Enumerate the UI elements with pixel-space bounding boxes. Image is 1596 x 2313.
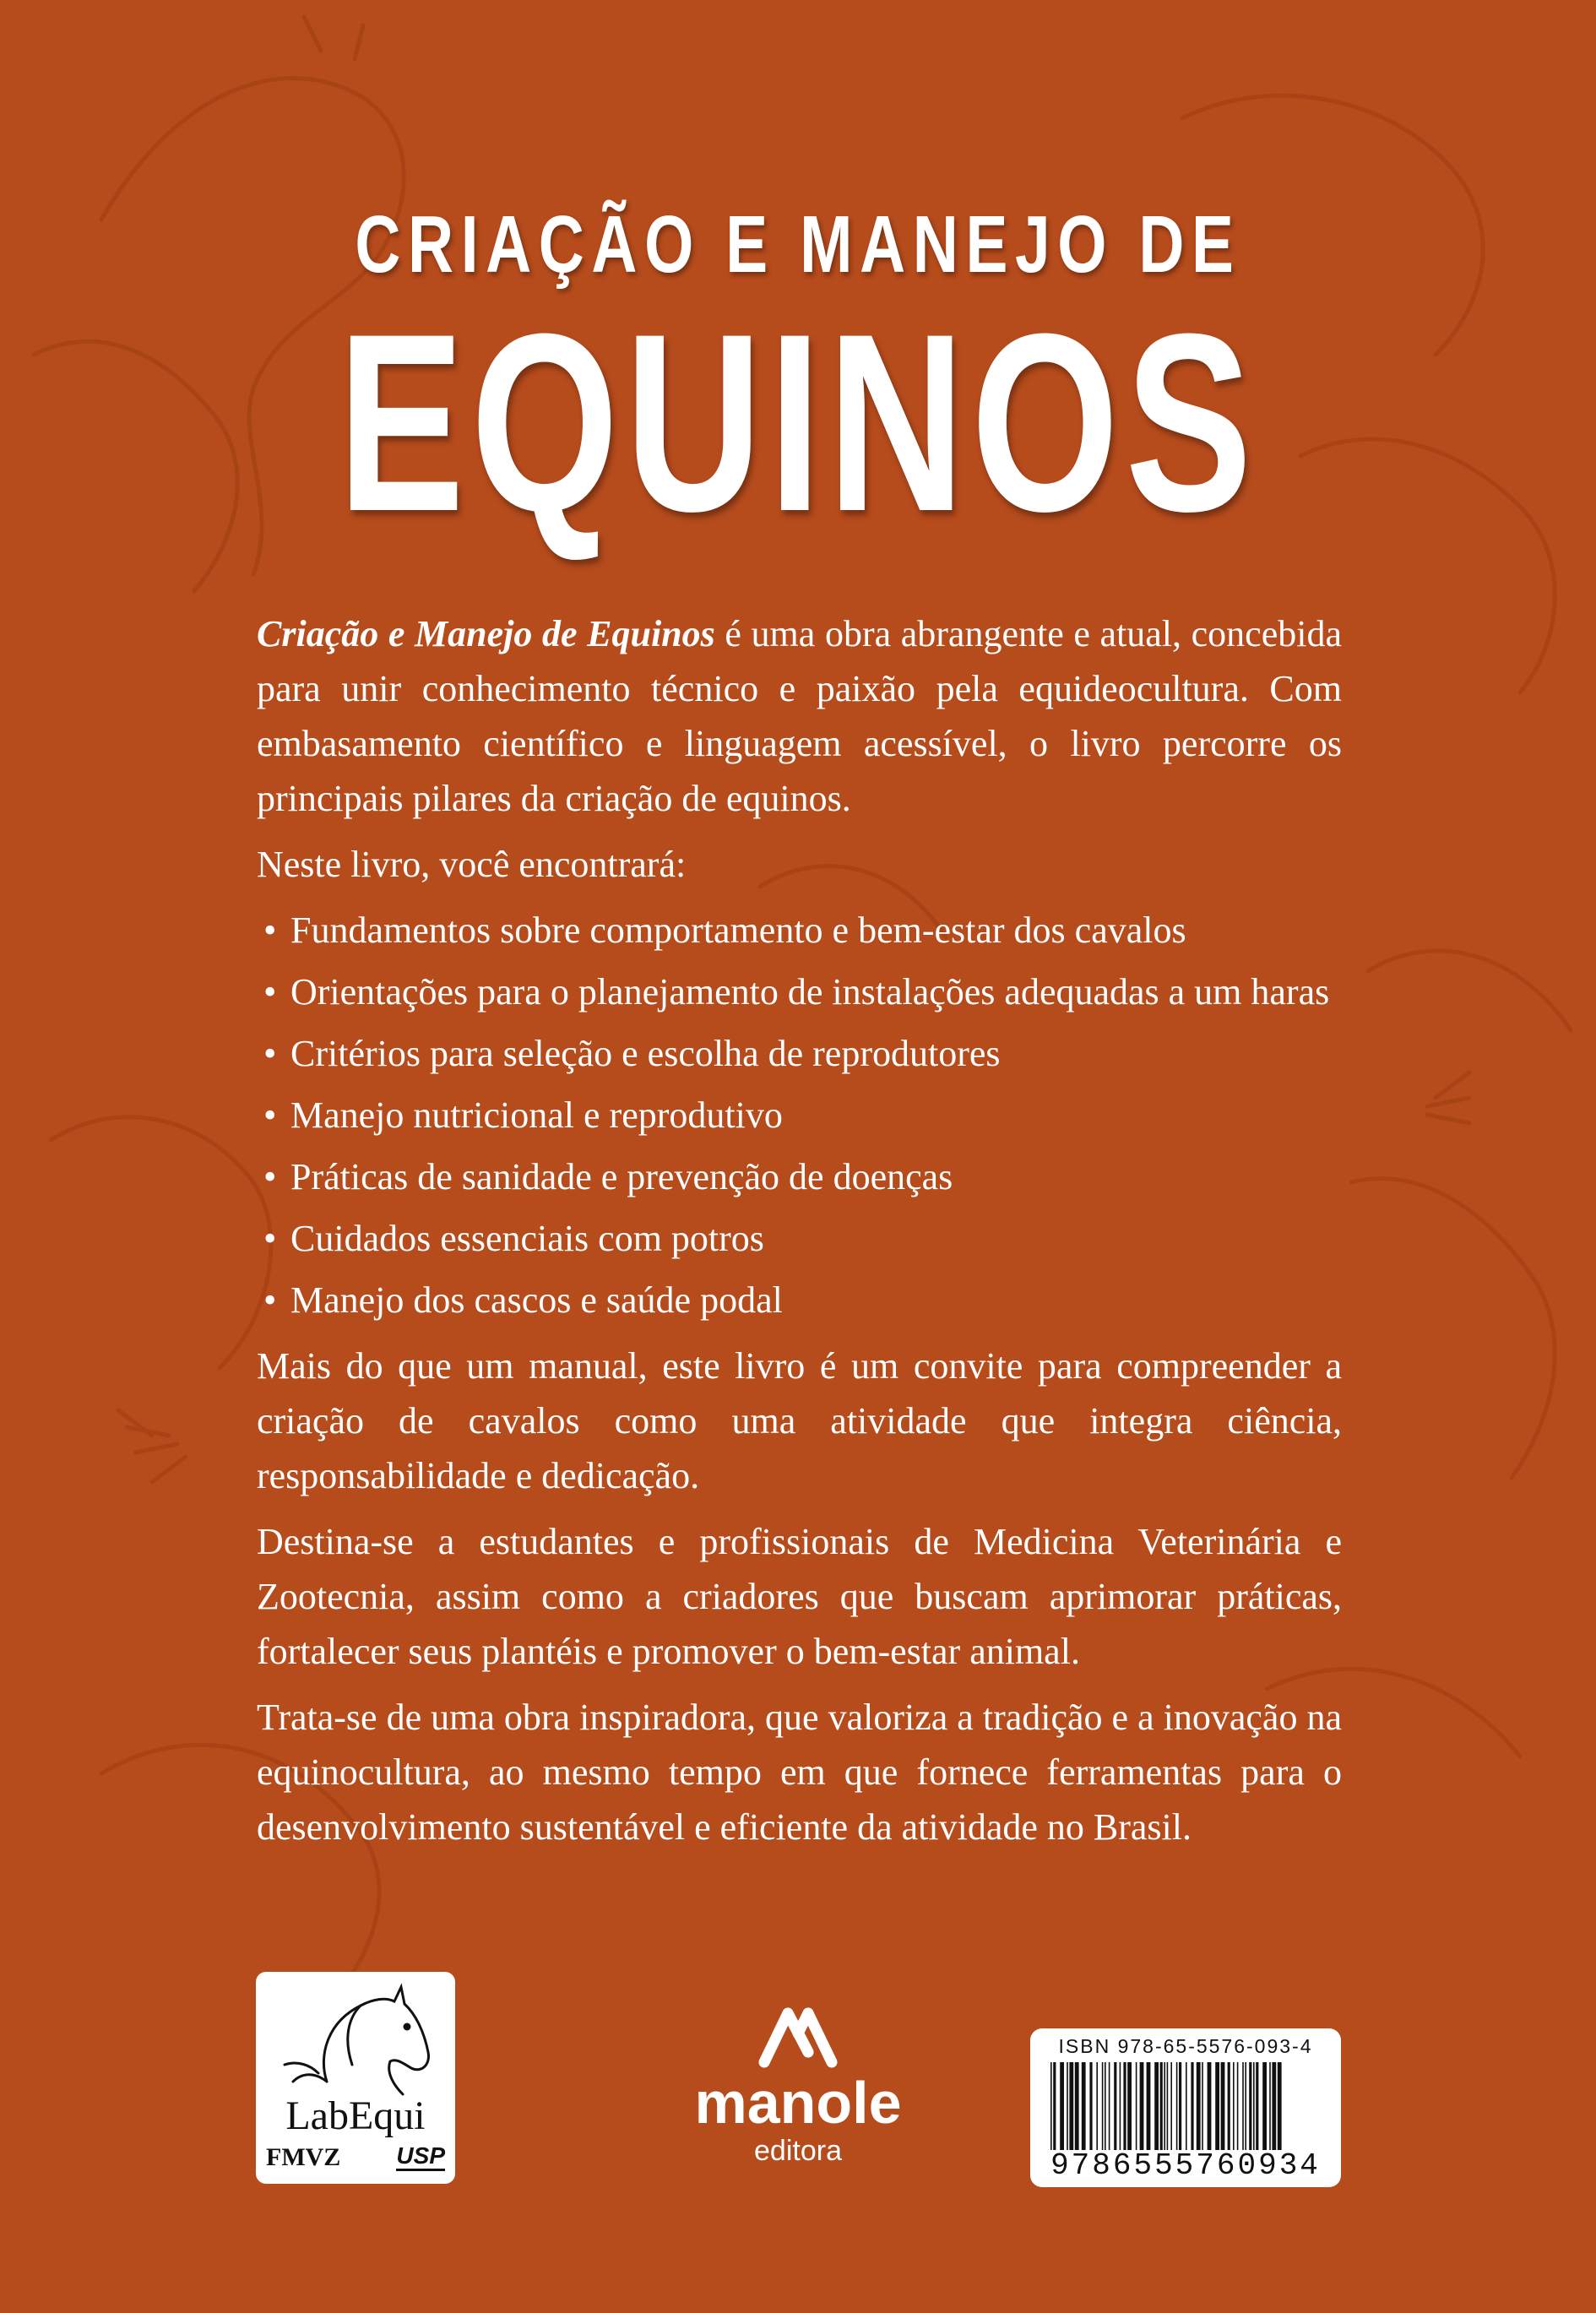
barcode-bar	[1089, 2062, 1092, 2150]
intro-text: é uma obra abrangente e atual, concebida para unir conhecimento técnico e paixão pela equideocultura. Com embasamento científico e linguagem acessível, o livro percorre os principais pilares da criação de equinos.	[257, 613, 1342, 819]
intro-book-title: Criação e Manejo de Equinos	[257, 613, 715, 654]
barcode-bar	[1147, 2062, 1151, 2150]
intro-paragraph	[257, 606, 1342, 826]
bullet-icon: •	[263, 1218, 277, 1259]
bullet-icon: •	[263, 909, 277, 951]
manole-logo	[667, 2001, 929, 2170]
bullet-icon: •	[263, 1279, 277, 1321]
labequi-usp: USP	[396, 2143, 445, 2171]
labequi-logo	[256, 1972, 455, 2184]
barcode-bar	[1082, 2062, 1086, 2150]
barcode-bar	[1105, 2062, 1106, 2150]
barcode-bar	[1069, 2062, 1073, 2150]
bullet-icon: •	[263, 971, 277, 1013]
barcode-bar	[1197, 2062, 1201, 2150]
bullet-icon: •	[263, 1033, 277, 1074]
list-item: • Manejo dos cascos e saúde podal	[257, 1273, 1342, 1328]
barcode-bar	[1060, 2062, 1064, 2150]
publisher-subtitle: editora	[754, 2135, 842, 2167]
barcode-bar	[1242, 2062, 1244, 2150]
description-text	[257, 606, 1342, 1865]
barcode-bar	[1262, 2062, 1267, 2150]
barcode-bar	[1102, 2062, 1104, 2150]
barcode-bar	[1167, 2062, 1169, 2150]
list-item: • Manejo nutricional e reprodutivo	[257, 1088, 1342, 1143]
manole-m-icon	[756, 2001, 840, 2069]
barcode-bar	[1256, 2062, 1258, 2150]
paragraph-4: Trata-se de uma obra inspiradora, que valoriza a tradição e a inovação na equinocultura, ao mesmo tempo em que fornece ferramentas para o desenvolvimento sustentável e eficiente da atividade no Brasil.	[257, 1697, 1342, 1848]
barcode-bar	[1221, 2062, 1225, 2150]
barcode-bar	[1179, 2062, 1181, 2150]
barcode-bar	[1170, 2062, 1172, 2150]
barcode-bar	[1114, 2062, 1116, 2150]
publisher-name: manole	[694, 2070, 902, 2136]
title-main: EQUINOS	[337, 280, 1259, 564]
barcode-bar	[1249, 2062, 1251, 2150]
barcode-bar	[1109, 2062, 1110, 2150]
title-line-1: CRIAÇÃO E MANEJO DE	[355, 199, 1241, 290]
barcode-bars	[1049, 2062, 1327, 2150]
barcode-bar	[1176, 2062, 1178, 2150]
barcode-bar	[1127, 2062, 1132, 2150]
paragraph-3: Destina-se a estudantes e profissionais de Medicina Veterinária e Zootecnia, assim como a criadores que buscam aprimorar práticas, fortalecer seus plantéis e promover o bem-estar animal.	[257, 1521, 1342, 1672]
barcode-bar	[1120, 2062, 1121, 2150]
isbn-label: ISBN 978-65-5576-093-4	[1058, 2035, 1313, 2057]
list-item: • Fundamentos sobre comportamento e bem-estar dos cavalos	[257, 903, 1342, 958]
horse-head-icon	[268, 1980, 443, 2099]
barcode-bar	[1253, 2062, 1255, 2150]
barcode-bar	[1272, 2062, 1276, 2150]
barcode-bar	[1278, 2062, 1282, 2150]
list-item: • Práticas de sanidade e prevenção de doenças	[257, 1149, 1342, 1204]
labequi-name: LabEqui	[285, 2093, 426, 2138]
barcode-bar	[1123, 2062, 1126, 2150]
barcode-bar	[1215, 2062, 1219, 2150]
barcode-bar	[1245, 2062, 1246, 2150]
barcode-bar	[1233, 2062, 1235, 2150]
barcode-bar	[1164, 2062, 1165, 2150]
bullet-icon: •	[263, 1156, 277, 1197]
barcode-bar	[1191, 2062, 1193, 2150]
isbn-digits: 9786555760934	[1050, 2148, 1321, 2183]
barcode-bar	[1050, 2062, 1052, 2150]
list-intro: Neste livro, você encontrará:	[257, 844, 687, 885]
isbn-barcode	[1030, 2028, 1341, 2187]
barcode-bar	[1053, 2062, 1056, 2150]
barcode-bar	[1186, 2062, 1187, 2150]
barcode-bar	[1208, 2062, 1212, 2150]
barcode-bar	[1136, 2062, 1137, 2150]
barcode-bar	[1067, 2062, 1068, 2150]
barcode-bar	[1154, 2062, 1159, 2150]
labequi-fmvz: FMVZ	[266, 2143, 341, 2171]
barcode-bar	[1140, 2062, 1144, 2150]
barcode-bar	[1237, 2062, 1239, 2150]
paragraph-2: Mais do que um manual, este livro é um convite para compreender a criação de cavalos como uma atividade que integra ciência, responsabilidade e dedicação.	[257, 1345, 1342, 1496]
barcode-bar	[1096, 2062, 1098, 2150]
barcode-bar	[1075, 2062, 1079, 2150]
list-item: • Orientações para o planejamento de instalações adequadas a um haras	[257, 964, 1342, 1019]
list-item: • Cuidados essenciais com potros	[257, 1211, 1342, 1266]
barcode-bar	[1228, 2062, 1230, 2150]
bullet-icon: •	[263, 1094, 277, 1136]
barcode-bar	[1202, 2062, 1203, 2150]
barcode-bar	[1269, 2062, 1271, 2150]
barcode-bar	[1160, 2062, 1163, 2150]
topics-list	[257, 903, 1342, 1328]
list-item: • Critérios para seleção e escolha de reprodutores	[257, 1026, 1342, 1081]
